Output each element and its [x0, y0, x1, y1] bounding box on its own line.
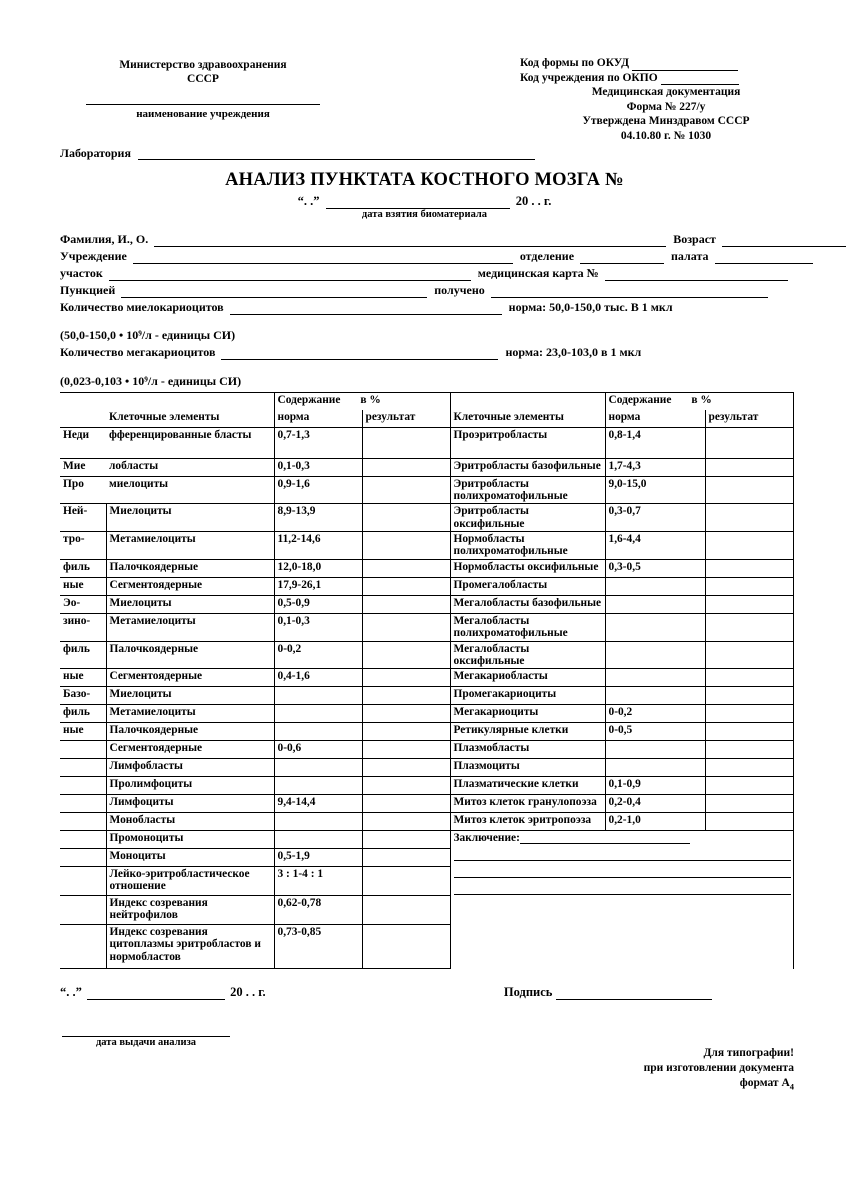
row-cell-norm: 0,1-0,3: [274, 613, 362, 641]
row-cell-result[interactable]: [362, 687, 450, 705]
table-row: [60, 777, 793, 795]
table-row: [60, 428, 793, 459]
day-dots: . .: [303, 194, 314, 208]
head-spacer-right: [450, 393, 605, 411]
row-cell-result-right[interactable]: [705, 613, 793, 641]
quote-open: “: [297, 194, 304, 208]
row-cell-result-right[interactable]: [705, 705, 793, 723]
row-cell-name: Индекс созревания цитоплазмы эритробластов и нормобластов: [106, 925, 274, 969]
form-number-label: Форма № 227/у: [626, 100, 706, 113]
row-cell-result[interactable]: [362, 867, 450, 896]
row-cell-result-right[interactable]: [705, 477, 793, 504]
row-cell-norm: [274, 777, 362, 795]
row-cell-name-right: Плазмоциты: [450, 759, 605, 777]
row-cell-result[interactable]: [362, 813, 450, 831]
row-cell-name: Индекс созревания нейтрофилов: [106, 896, 274, 925]
row-cell-norm: 0,62-0,78: [274, 896, 362, 925]
approved-date-label: 04.10.80 г. № 1030: [620, 129, 712, 142]
row-cell-result-right[interactable]: [705, 777, 793, 795]
row-group-prefix: [60, 867, 106, 896]
issue-date-row: [60, 985, 795, 1000]
conclusion-label: Заключение:: [453, 832, 520, 845]
medical-card-field[interactable]: [605, 267, 788, 281]
ward-label: палата: [671, 249, 709, 263]
myelokaryocytes-norm: норма: 50,0-150,0 тыс. В 1 мкл: [508, 300, 673, 314]
row-group-prefix: Ней-: [60, 504, 106, 531]
conclusion-field-3[interactable]: [454, 861, 791, 878]
row-cell-name-right: Мегакариоциты: [450, 705, 605, 723]
head-norm-right: норма: [605, 410, 705, 428]
signature-field[interactable]: [556, 987, 712, 1000]
row-cell-name: Пролимфоциты: [106, 777, 274, 795]
footer-quote-close: ”: [75, 985, 82, 999]
code-okud-field[interactable]: [632, 59, 738, 71]
received-label: получено: [434, 283, 485, 297]
institution-row: [60, 249, 793, 266]
row-cell-name-right: Эритробласты базофильные: [450, 459, 605, 477]
table-row: [60, 813, 793, 831]
sampling-date-field[interactable]: [326, 196, 510, 209]
row-cell-result[interactable]: [362, 477, 450, 504]
institution-field[interactable]: [133, 250, 513, 264]
row-cell-norm-right: 0,1-0,9: [605, 777, 705, 795]
laboratory-field[interactable]: [138, 146, 535, 160]
head-result-left: результат: [362, 410, 450, 428]
row-group-prefix: тро-: [60, 531, 106, 559]
row-cell-norm-right: 1,6-4,4: [605, 531, 705, 559]
row-cell-norm: 0-0,6: [274, 741, 362, 759]
myelokaryocytes-row: [60, 300, 793, 317]
row-cell-name-right: Нормобласты оксифильные: [450, 559, 605, 577]
issue-date-field[interactable]: [87, 987, 225, 1000]
row-cell-name-right: Эритробласты оксифильные: [450, 504, 605, 531]
row-cell-result[interactable]: [362, 896, 450, 925]
typography-line-3: [644, 1076, 794, 1094]
row-cell-name: миелоциты: [106, 477, 274, 504]
row-cell-name: Миелоциты: [106, 595, 274, 613]
row-cell-name: Сегментоядерные: [106, 669, 274, 687]
row-cell-norm-right: 0,8-1,4: [605, 428, 705, 459]
row-cell-result[interactable]: [362, 641, 450, 668]
head-percent-label-right: в %: [691, 394, 712, 406]
puncture-label: Пункцией: [60, 283, 116, 297]
row-cell-result[interactable]: [362, 669, 450, 687]
row-cell-norm-right: [605, 577, 705, 595]
si-myelokaryocytes-note: (50,0-150,0 • 10⁹/л - единицы СИ): [60, 328, 236, 342]
row-cell-norm-right: [605, 613, 705, 641]
puncture-field[interactable]: [121, 284, 427, 298]
approved-by-label: Утверждена Минздравом СССР: [582, 115, 750, 128]
row-cell-norm-right: 0-0,5: [605, 723, 705, 741]
row-cell-result[interactable]: [362, 531, 450, 559]
head-content-left: [274, 393, 450, 411]
row-cell-name: Лимфоциты: [106, 795, 274, 813]
row-cell-name-right: Ретикулярные клетки: [450, 723, 605, 741]
district-label: участок: [60, 266, 103, 280]
district-row: [60, 266, 793, 283]
row-group-prefix: [60, 741, 106, 759]
form-codes-block: [520, 56, 812, 144]
table-row: [60, 831, 793, 849]
conclusion-title-row: [454, 832, 791, 844]
row-cell-result[interactable]: [362, 759, 450, 777]
received-field[interactable]: [491, 284, 768, 298]
row-cell-result-right[interactable]: [705, 504, 793, 531]
head-content-right: [605, 393, 793, 411]
row-cell-name: Монобласты: [106, 813, 274, 831]
quote-close: ”: [313, 194, 320, 208]
row-cell-result-right[interactable]: [705, 559, 793, 577]
puncture-row: [60, 283, 793, 300]
laboratory-label: Лаборатория: [60, 146, 131, 160]
row-cell-result-right[interactable]: [705, 459, 793, 477]
megakaryocytes-row: [60, 345, 793, 362]
table-row: [60, 723, 793, 741]
head-prefix-spacer: [60, 410, 106, 428]
row-cell-result[interactable]: [362, 777, 450, 795]
row-cell-result[interactable]: [362, 559, 450, 577]
table-head-row-2: [60, 410, 793, 428]
issue-date-caption: дата выдачи анализа: [95, 1037, 197, 1048]
myelokaryocytes-label: Количество миелокариоцитов: [60, 300, 224, 314]
row-cell-result-right[interactable]: [705, 531, 793, 559]
table-row: [60, 741, 793, 759]
row-group-prefix: ные: [60, 577, 106, 595]
row-cell-norm: 0,5-0,9: [274, 595, 362, 613]
row-group-prefix: [60, 831, 106, 849]
head-cells-left: Клеточные элементы: [106, 410, 274, 428]
megakaryocytes-label: Количество мегакариоцитов: [60, 345, 216, 359]
typography-note: [644, 1046, 794, 1094]
conclusion-field-4[interactable]: [454, 878, 791, 895]
row-cell-name: Метамиелоциты: [106, 705, 274, 723]
row-cell-result[interactable]: [362, 795, 450, 813]
row-cell-norm-right: 0,2-0,4: [605, 795, 705, 813]
row-cell-name: фференцированные бласты: [106, 428, 274, 459]
row-cell-name: Миелоциты: [106, 504, 274, 531]
footer-quote-open: “: [60, 985, 67, 999]
row-cell-norm: 0,5-1,9: [274, 849, 362, 867]
row-cell-name-right: Митоз клеток гранулопоэза: [450, 795, 605, 813]
table-row: [60, 477, 793, 504]
row-cell-name-right: Эритробласты полихроматофильные: [450, 477, 605, 504]
row-group-prefix: [60, 759, 106, 777]
row-cell-result-right[interactable]: [705, 577, 793, 595]
row-cell-result[interactable]: [362, 741, 450, 759]
row-cell-result[interactable]: [362, 831, 450, 849]
row-group-prefix: ные: [60, 669, 106, 687]
row-cell-norm-right: 0,3-0,7: [605, 504, 705, 531]
row-cell-norm-right: 9,0-15,0: [605, 477, 705, 504]
laboratory-row: [60, 146, 535, 161]
row-group-prefix: [60, 777, 106, 795]
row-cell-norm: 11,2-14,6: [274, 531, 362, 559]
row-cell-name: Метамиелоциты: [106, 613, 274, 641]
row-cell-name-right: Мегалобласты полихроматофильные: [450, 613, 605, 641]
row-cell-result-right[interactable]: [705, 795, 793, 813]
code-okpo-field[interactable]: [661, 73, 739, 85]
row-cell-norm: 0,7-1,3: [274, 428, 362, 459]
myelokaryocytes-field[interactable]: [230, 301, 502, 315]
table-row: [60, 595, 793, 613]
issue-date-caption-block: [62, 1028, 230, 1048]
code-okpo-label: Код учреждения по ОКПО: [520, 71, 658, 84]
row-group-prefix: [60, 925, 106, 969]
ministry-block: [78, 58, 328, 121]
megakaryocytes-norm: норма: 23,0-103,0 в 1 мкл: [505, 345, 642, 359]
row-group-prefix: Неди: [60, 428, 106, 459]
head-spacer-left: [60, 393, 106, 411]
fio-field[interactable]: [154, 233, 666, 247]
row-cell-norm: [274, 813, 362, 831]
med-doc-label: Медицинская документация: [591, 86, 741, 99]
head-spacer-left-2: [106, 393, 274, 411]
row-group-prefix: [60, 896, 106, 925]
row-cell-name-right: Промегалобласты: [450, 577, 605, 595]
head-result-right: результат: [705, 410, 793, 428]
issue-date-rule: [62, 1028, 230, 1037]
head-cells-right: Клеточные элементы: [450, 410, 605, 428]
page-title: АНАЛИЗ ПУНКТАТА КОСТНОГО МОЗГА №: [225, 170, 624, 190]
row-group-prefix: зино-: [60, 613, 106, 641]
row-cell-norm-right: [605, 669, 705, 687]
row-group-prefix: Эо-: [60, 595, 106, 613]
row-cell-name: Сегментоядерные: [106, 741, 274, 759]
row-cell-name: Палочкоядерные: [106, 723, 274, 741]
row-cell-norm: [274, 705, 362, 723]
row-group-prefix: филь: [60, 705, 106, 723]
row-cell-norm: [274, 687, 362, 705]
row-group-prefix: [60, 813, 106, 831]
district-field[interactable]: [109, 267, 471, 281]
table-row: [60, 669, 793, 687]
row-group-prefix: филь: [60, 559, 106, 577]
row-cell-result[interactable]: [362, 925, 450, 969]
typography-line-2: при изготовлении документа: [643, 1062, 794, 1074]
row-cell-name: Промоноциты: [106, 831, 274, 849]
sampling-date-caption: дата взятия биоматериала: [361, 209, 488, 220]
code-okud-row: [520, 56, 812, 71]
row-cell-name-right: Плазматические клетки: [450, 777, 605, 795]
table-row: [60, 641, 793, 668]
row-group-prefix: Про: [60, 477, 106, 504]
row-cell-norm: 0,9-1,6: [274, 477, 362, 504]
row-cell-name: Палочкоядерные: [106, 559, 274, 577]
row-cell-name: лобласты: [106, 459, 274, 477]
head-norm-left: норма: [274, 410, 362, 428]
sampling-date-row: [0, 194, 849, 209]
row-cell-norm-right: [605, 595, 705, 613]
row-cell-result-right[interactable]: [705, 669, 793, 687]
myelogram-table: [60, 392, 794, 969]
row-cell-result[interactable]: [362, 705, 450, 723]
row-group-prefix: ные: [60, 723, 106, 741]
row-cell-norm: 0,73-0,85: [274, 925, 362, 969]
row-cell-norm-right: [605, 641, 705, 668]
institution-caption: наименование учреждения: [136, 108, 270, 120]
row-cell-norm: [274, 831, 362, 849]
row-cell-norm: 8,9-13,9: [274, 504, 362, 531]
row-cell-norm-right: 0-0,2: [605, 705, 705, 723]
fio-row: [60, 232, 793, 249]
row-cell-norm-right: [605, 687, 705, 705]
table-row: [60, 613, 793, 641]
table-row: [60, 459, 793, 477]
row-cell-result-right[interactable]: [705, 723, 793, 741]
row-group-prefix: Базо-: [60, 687, 106, 705]
department-label: отделение: [519, 249, 575, 263]
row-group-prefix: [60, 795, 106, 813]
conclusion-field-2[interactable]: [454, 844, 791, 861]
row-cell-name: Лейко-эритробластическое отношение: [106, 867, 274, 896]
row-cell-result-right[interactable]: [705, 813, 793, 831]
table-row: [60, 759, 793, 777]
table-row: [60, 795, 793, 813]
table-row: [60, 531, 793, 559]
row-cell-name-right: Промегакариоциты: [450, 687, 605, 705]
row-cell-norm: 0-0,2: [274, 641, 362, 668]
row-cell-result[interactable]: [362, 613, 450, 641]
row-cell-result[interactable]: [362, 459, 450, 477]
ward-field[interactable]: [715, 250, 813, 264]
row-group-prefix: [60, 849, 106, 867]
row-cell-name-right: Плазмобласты: [450, 741, 605, 759]
row-cell-norm: [274, 723, 362, 741]
row-cell-name: Лимфобласты: [106, 759, 274, 777]
sampling-year-label: 20 . . г.: [515, 194, 552, 208]
row-cell-result[interactable]: [362, 504, 450, 531]
row-cell-norm-right: 1,7-4,3: [605, 459, 705, 477]
row-cell-name: Палочкоядерные: [106, 641, 274, 668]
head-content-label-left: Содержание: [277, 394, 341, 406]
ministry-line-1: Министерство здравоохранения: [119, 59, 287, 71]
row-cell-result[interactable]: [362, 849, 450, 867]
row-cell-result[interactable]: [362, 595, 450, 613]
row-cell-name-right: Мегакариобласты: [450, 669, 605, 687]
conclusion-field-1[interactable]: [520, 832, 690, 844]
row-cell-norm-right: 0,3-0,5: [605, 559, 705, 577]
row-cell-norm: 12,0-18,0: [274, 559, 362, 577]
row-cell-name-right: Нормобласты полихроматофильные: [450, 531, 605, 559]
typography-format-label: формат А: [739, 1077, 790, 1089]
row-cell-name: Миелоциты: [106, 687, 274, 705]
ministry-line-2: СССР: [187, 73, 219, 85]
row-cell-result-right[interactable]: [705, 687, 793, 705]
row-cell-norm: 0,4-1,6: [274, 669, 362, 687]
row-group-prefix: филь: [60, 641, 106, 668]
age-field[interactable]: [722, 233, 846, 247]
row-cell-norm: 9,4-14,4: [274, 795, 362, 813]
row-group-prefix: Мие: [60, 459, 106, 477]
medical-card-label: медицинская карта №: [477, 266, 599, 280]
footer-day-dots: . .: [66, 985, 76, 999]
row-cell-norm: 3 : 1-4 : 1: [274, 867, 362, 896]
row-cell-result-right[interactable]: [705, 759, 793, 777]
signature-label: Подпись: [503, 985, 553, 999]
code-okpo-row: [520, 71, 812, 86]
row-cell-name-right: Мегалобласты базофильные: [450, 595, 605, 613]
row-cell-norm-right: [605, 759, 705, 777]
institution-name-rule: [86, 104, 320, 105]
conclusion-block: [450, 831, 793, 969]
row-cell-result-right[interactable]: [705, 595, 793, 613]
row-cell-result[interactable]: [362, 577, 450, 595]
row-cell-result-right[interactable]: [705, 428, 793, 459]
row-cell-name: Метамиелоциты: [106, 531, 274, 559]
table-row: [60, 705, 793, 723]
row-cell-name: Моноциты: [106, 849, 274, 867]
row-cell-result-right[interactable]: [705, 641, 793, 668]
megakaryocytes-field[interactable]: [221, 346, 498, 360]
row-cell-norm-right: 0,2-1,0: [605, 813, 705, 831]
row-cell-name-right: Митоз клеток эритропоэза: [450, 813, 605, 831]
row-cell-result[interactable]: [362, 428, 450, 459]
row-cell-name-right: Мегалобласты оксифильные: [450, 641, 605, 668]
table-head-row-1: [60, 393, 793, 411]
typography-format-sub: 4: [789, 1081, 794, 1092]
age-label: Возраст: [673, 232, 716, 246]
row-cell-name-right: Проэритробласты: [450, 428, 605, 459]
row-cell-norm-right: [605, 741, 705, 759]
table-row: [60, 577, 793, 595]
row-cell-norm: [274, 759, 362, 777]
typography-line-1: Для типографии!: [703, 1047, 794, 1059]
row-cell-norm: 0,1-0,3: [274, 459, 362, 477]
head-content-label-right: Содержание: [608, 394, 672, 406]
department-field[interactable]: [580, 250, 664, 264]
code-okud-label: Код формы по ОКУД: [520, 57, 629, 69]
table-row: [60, 504, 793, 531]
fio-label: Фамилия, И., О.: [60, 232, 149, 246]
row-cell-norm: 17,9-26,1: [274, 577, 362, 595]
issue-year-label: 20 . . г.: [230, 985, 266, 999]
table-row: [60, 687, 793, 705]
head-percent-label-left: в %: [360, 394, 381, 406]
table-row: [60, 559, 793, 577]
row-cell-result[interactable]: [362, 723, 450, 741]
si-megakaryocytes-note: (0,023-0,103 • 10⁹/л - единицы СИ): [60, 374, 242, 388]
row-cell-name: Сегментоядерные: [106, 577, 274, 595]
row-cell-result-right[interactable]: [705, 741, 793, 759]
institution-label: Учреждение: [60, 249, 127, 263]
